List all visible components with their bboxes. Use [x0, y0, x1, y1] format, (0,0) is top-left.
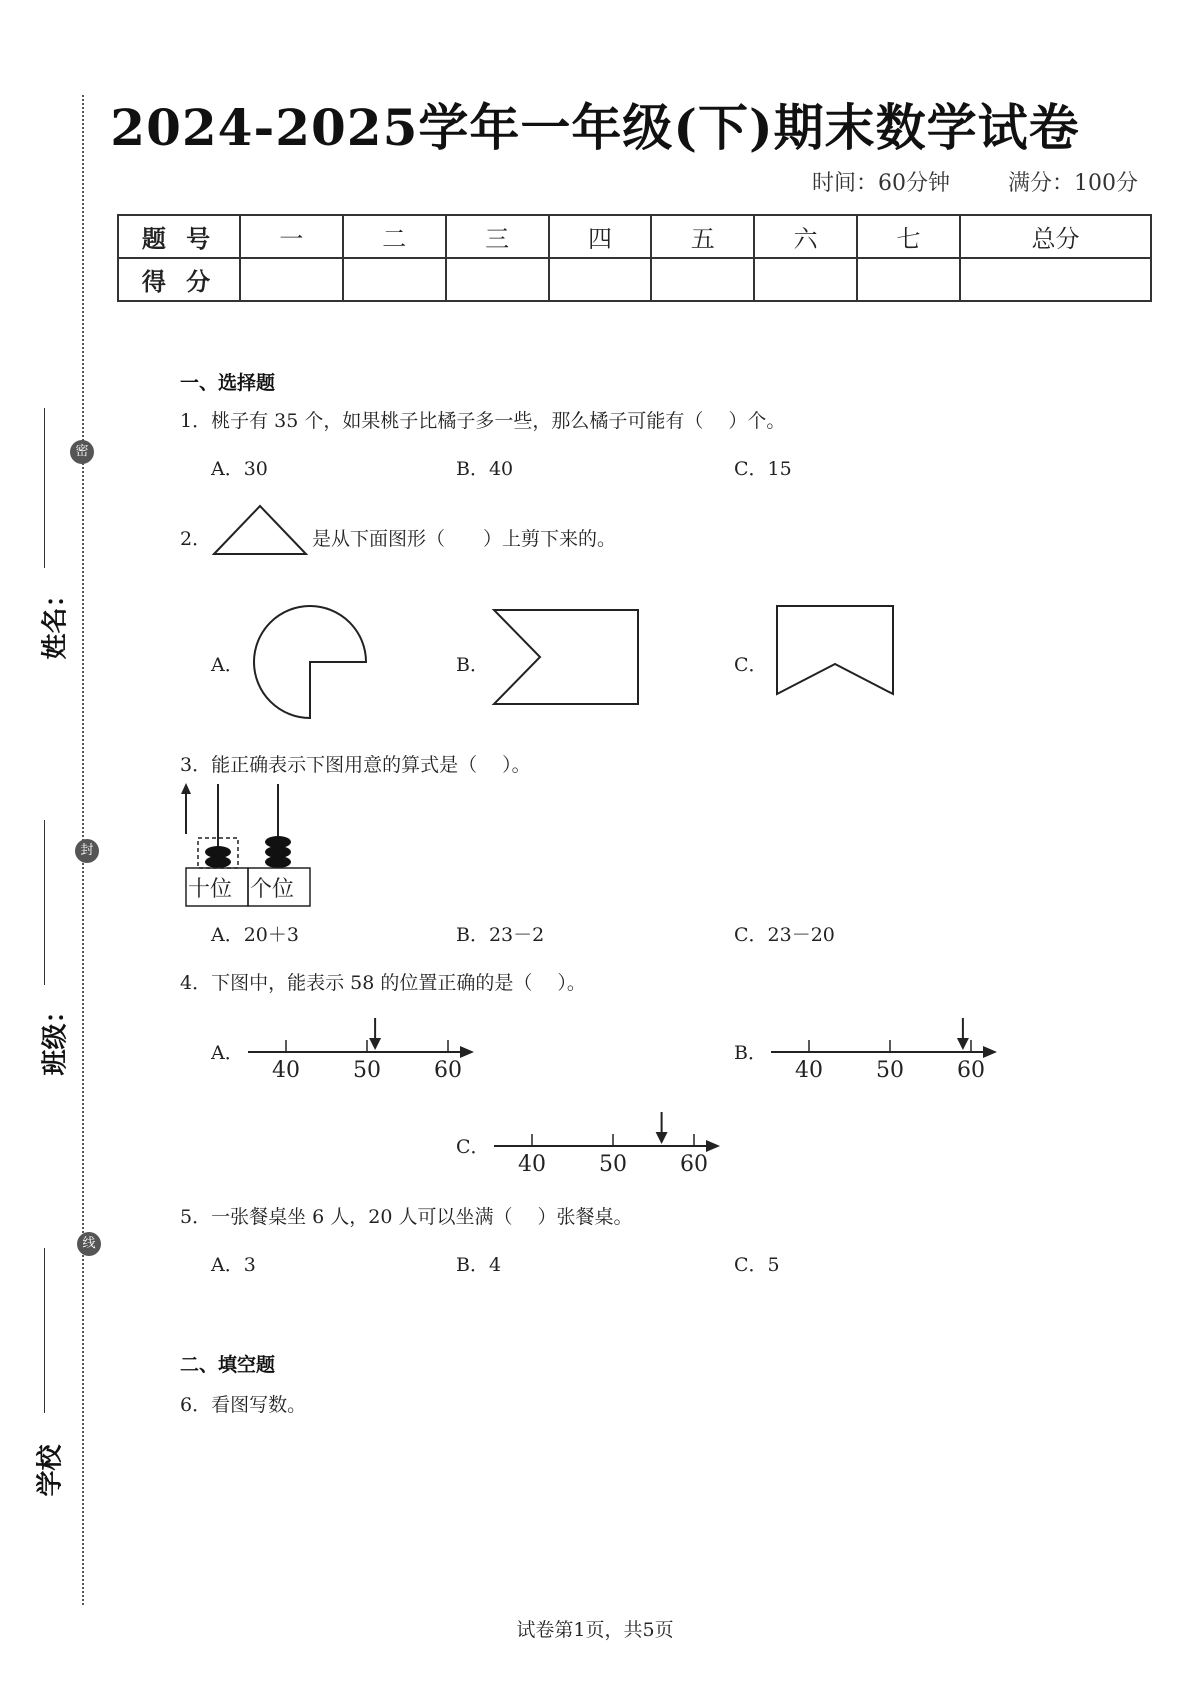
seal-feng-icon: 封: [75, 839, 99, 863]
score-cell[interactable]: [343, 258, 446, 301]
score-col-2: 二: [343, 215, 446, 258]
question-3: 3．能正确表示下图用意的算式是（ ）。: [180, 754, 531, 776]
q2-figure-c-banner[interactable]: [775, 604, 897, 696]
score-col-4: 四: [549, 215, 652, 258]
q4-option-a[interactable]: A．: [211, 1042, 244, 1064]
score-cell[interactable]: [754, 258, 857, 301]
seal-xian-icon: 线: [77, 1232, 101, 1256]
q5-option-a[interactable]: A．3: [211, 1254, 256, 1276]
full-score: 满分：100分: [1008, 171, 1138, 196]
q2-figure-b-notched-rect[interactable]: [492, 608, 642, 708]
seal-mi-icon: 密: [70, 440, 94, 464]
class-line: [44, 820, 45, 985]
page-footer: 试卷第1页，共5页: [516, 1619, 674, 1641]
score-cell[interactable]: [549, 258, 652, 301]
score-cell[interactable]: [240, 258, 343, 301]
q2-figure-a-pacman[interactable]: [252, 604, 370, 722]
question-2: 是从下面图形（ ）上剪下来的。: [312, 528, 617, 550]
score-cell[interactable]: [960, 258, 1151, 301]
school-line: [44, 1248, 45, 1413]
q3-option-c[interactable]: C．23－20: [734, 924, 835, 946]
score-cell[interactable]: [857, 258, 960, 301]
q4-option-c[interactable]: C．: [456, 1136, 490, 1158]
question-number-header: 题 号: [118, 215, 240, 258]
score-col-5: 五: [651, 215, 754, 258]
pointer-arrow-head: [369, 1038, 381, 1050]
q5-option-c[interactable]: C．5: [734, 1254, 780, 1276]
question-5: 5．一张餐桌坐 6 人，20 人可以坐满（ ）张餐桌。: [180, 1206, 633, 1228]
tick-label: 40: [518, 1152, 546, 1177]
tick-label: 40: [272, 1058, 300, 1083]
q1-option-a[interactable]: A．30: [211, 458, 268, 480]
score-table-score-row: [118, 258, 1151, 301]
pointer-arrow-head: [957, 1038, 969, 1050]
q3-option-a[interactable]: A．20＋3: [211, 924, 299, 946]
question-4: 4．下图中，能表示 58 的位置正确的是（ ）。: [180, 972, 586, 994]
score-header: 得 分: [118, 258, 240, 301]
abacus-label-tens: 十位: [188, 877, 233, 902]
question-1: 1．桃子有 35 个，如果桃子比橘子多一些，那么橘子可能有（ ）个。: [180, 410, 786, 432]
page-title: 2024-2025学年一年级(下)期末数学试卷: [110, 98, 1080, 157]
tick-label: 50: [353, 1058, 381, 1083]
score-table-header-row: [118, 215, 1151, 258]
question-6: 6．看图写数。: [180, 1394, 307, 1416]
score-col-total: 总分: [960, 215, 1151, 258]
axis-arrow-head: [983, 1046, 997, 1058]
q2-option-b[interactable]: B．: [456, 654, 489, 676]
q4-option-b[interactable]: B．: [734, 1042, 767, 1064]
class-label: 班级：: [40, 997, 71, 1076]
name-line: [44, 408, 45, 568]
exam-time: 时间：60分钟: [812, 171, 950, 196]
number-line-c[interactable]: [494, 1112, 734, 1177]
score-cell[interactable]: [446, 258, 549, 301]
question-2-number: 2．: [180, 528, 212, 550]
number-line-a[interactable]: [248, 1018, 488, 1083]
score-col-1: 一: [240, 215, 343, 258]
tick-label: 50: [876, 1058, 904, 1083]
tick-label: 60: [957, 1058, 985, 1083]
pointer-arrow-head: [656, 1132, 668, 1144]
triangle-figure: [212, 504, 308, 556]
section2-title: 二、填空题: [180, 1354, 276, 1376]
q3-option-b[interactable]: B．23－2: [456, 924, 545, 946]
school-label: 学校: [35, 1444, 66, 1497]
tick-label: 60: [680, 1152, 708, 1177]
score-col-7: 七: [857, 215, 960, 258]
tick-label: 60: [434, 1058, 462, 1083]
axis-arrow-head: [706, 1140, 720, 1152]
score-cell[interactable]: [651, 258, 754, 301]
abacus-label-ones: 个位: [250, 877, 295, 902]
q2-option-c[interactable]: C．: [734, 654, 768, 676]
q5-option-b[interactable]: B．4: [456, 1254, 502, 1276]
tick-label: 40: [795, 1058, 823, 1083]
q1-option-c[interactable]: C．15: [734, 458, 792, 480]
score-col-6: 六: [754, 215, 857, 258]
name-label: 姓名：: [40, 581, 71, 660]
q1-option-b[interactable]: B．40: [456, 458, 514, 480]
score-table: [117, 214, 1152, 302]
tick-label: 50: [599, 1152, 627, 1177]
number-line-b[interactable]: [771, 1018, 1011, 1083]
section1-title: 一、选择题: [180, 372, 276, 394]
q2-option-a[interactable]: A．: [211, 654, 244, 676]
axis-arrow-head: [460, 1046, 474, 1058]
score-col-3: 三: [446, 215, 549, 258]
